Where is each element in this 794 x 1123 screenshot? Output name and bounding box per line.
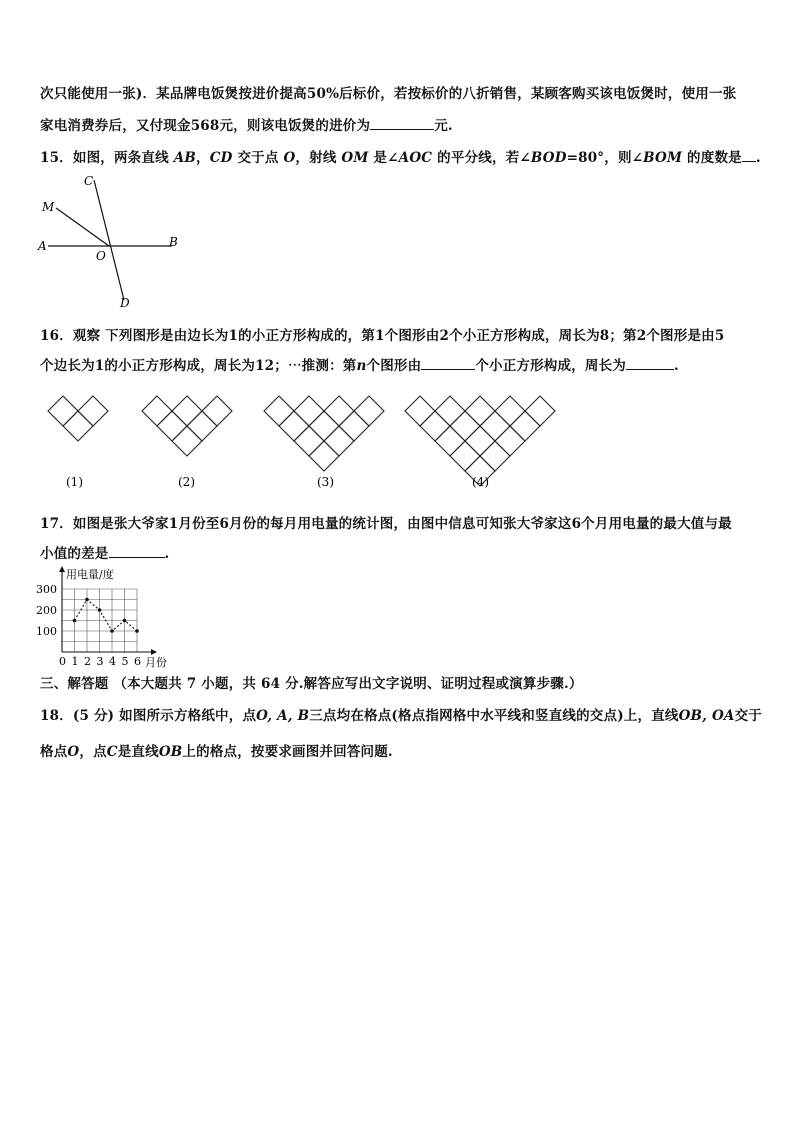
x-tick-label: 6 (134, 655, 141, 668)
label-d: D (120, 296, 130, 310)
pattern-square (142, 396, 172, 426)
pattern-square (480, 441, 510, 471)
data-point (85, 598, 89, 602)
q17-line1: 17．如图是张大爷家1月份至6月份的每月用电量的统计图，由图中信息可知张大爷家这6个月用电量的最大值与最 (40, 516, 732, 532)
line-cd (94, 180, 124, 300)
pattern-square (405, 396, 435, 426)
pattern-square (294, 396, 324, 426)
pattern-square (450, 411, 480, 441)
q14-line2-text: 家电消费券后，又付现金568元，则该电饭煲的进价为 (40, 118, 371, 134)
x-tick-label: 5 (121, 655, 129, 668)
caption-3: (3) (317, 475, 334, 489)
q15-answer-blank[interactable] (742, 149, 756, 162)
caption-1: (1) (66, 475, 83, 489)
label-c: C (84, 174, 94, 188)
pattern-square (202, 396, 232, 426)
pattern-square (435, 426, 465, 456)
q16-line2: 个边长为1的小正方形构成，周长为12；⋯推测：第n个图形由 个小正方形构成，周长为 . (40, 358, 679, 374)
q16-line1: 16．观察 下列图形是由边长为1的小正方形构成的，第1个图形由2个小正方形构成，周长为8；第2个图形是由5 (40, 328, 725, 344)
label-b: B (169, 235, 178, 249)
x-tick-label: 3 (96, 655, 104, 668)
pattern-figure-2 (142, 396, 232, 456)
x-tick-label: 0 (59, 655, 66, 668)
y-tick-label: 100 (36, 625, 57, 638)
pattern-square (264, 396, 294, 426)
pattern-square (339, 411, 369, 441)
pattern-square (48, 396, 78, 426)
electricity-chart (34, 564, 174, 669)
q17-answer-blank[interactable] (109, 545, 165, 558)
q14-unit: 元. (434, 118, 453, 134)
q14-line2 (40, 114, 453, 134)
x-tick-label: 4 (109, 655, 116, 668)
q14-answer-blank[interactable] (370, 117, 434, 130)
ray-om (56, 208, 109, 246)
pattern-square (157, 411, 187, 441)
data-point (98, 608, 102, 612)
pattern-square (495, 426, 525, 456)
pattern-square (309, 441, 339, 471)
y-tick-label: 200 (36, 604, 57, 617)
q17-line2: 小值的差是 . (40, 546, 170, 562)
caption-4: (4) (472, 475, 489, 489)
pattern-square (525, 396, 555, 426)
pattern-square (354, 396, 384, 426)
label-o: O (96, 249, 106, 263)
section-3-heading: 三、解答题 （本大题共 7 小题，共 64 分.解答应写出文字说明、证明过程或演算步骤.） (40, 676, 583, 692)
pattern-square (450, 441, 480, 471)
data-point (135, 629, 139, 633)
q15-stem: 15．如图，两条直线 AB，CD 交于点 O，射线 OM 是∠AOC 的平分线，若∠BOD=80°，则∠BOM 的度数是 . (40, 150, 761, 166)
q14-line1: 次只能使用一张)．某品牌电饭煲按进价提高50%后标价，若按标价的八折销售，某顾客购买该电饭煲时，使用一张 (40, 86, 737, 102)
y-axis-arrow (59, 566, 65, 572)
pattern-square (78, 396, 108, 426)
pattern-square (480, 411, 510, 441)
pattern-figure-4 (405, 396, 555, 486)
q18-line2: 格点O，点C是直线OB上的格点，按要求画图并回答问题. (40, 744, 393, 760)
pattern-square (435, 396, 465, 426)
label-m: M (42, 200, 55, 214)
pattern-square (420, 411, 450, 441)
q15-figure (34, 170, 194, 310)
caption-2: (2) (178, 475, 195, 489)
pattern-square (465, 396, 495, 426)
pattern-square (465, 426, 495, 456)
data-point (73, 619, 77, 623)
label-a: A (38, 239, 47, 253)
pattern-square (63, 411, 93, 441)
series-line (75, 600, 138, 632)
pattern-square (172, 426, 202, 456)
pattern-square (172, 396, 202, 426)
q16-perimeter-blank[interactable] (626, 357, 674, 370)
q16-figures (0, 380, 794, 495)
pattern-square (294, 426, 324, 456)
pattern-square (324, 426, 354, 456)
pattern-square (510, 411, 540, 441)
q18-line1: 18．(5 分) 如图所示方格纸中，点O, A, B三点均在格点(格点指网格中水平线和竖直线的交点)上，直线OB, OA交于 (40, 708, 763, 724)
pattern-square (279, 411, 309, 441)
x-tick-label: 1 (71, 655, 79, 668)
pattern-figure-1 (48, 396, 108, 441)
data-point (110, 629, 114, 633)
x-axis-label: 月份 (145, 656, 167, 669)
pattern-square (324, 396, 354, 426)
pattern-square (187, 411, 217, 441)
q16-count-blank[interactable] (421, 357, 475, 370)
y-axis-label: 用电量/度 (66, 568, 114, 581)
pattern-square (309, 411, 339, 441)
pattern-figure-3 (264, 396, 384, 471)
x-tick-label: 2 (84, 655, 91, 668)
pattern-square (495, 396, 525, 426)
y-tick-label: 300 (36, 583, 57, 596)
data-point (123, 619, 127, 623)
x-axis-arrow (151, 649, 157, 655)
